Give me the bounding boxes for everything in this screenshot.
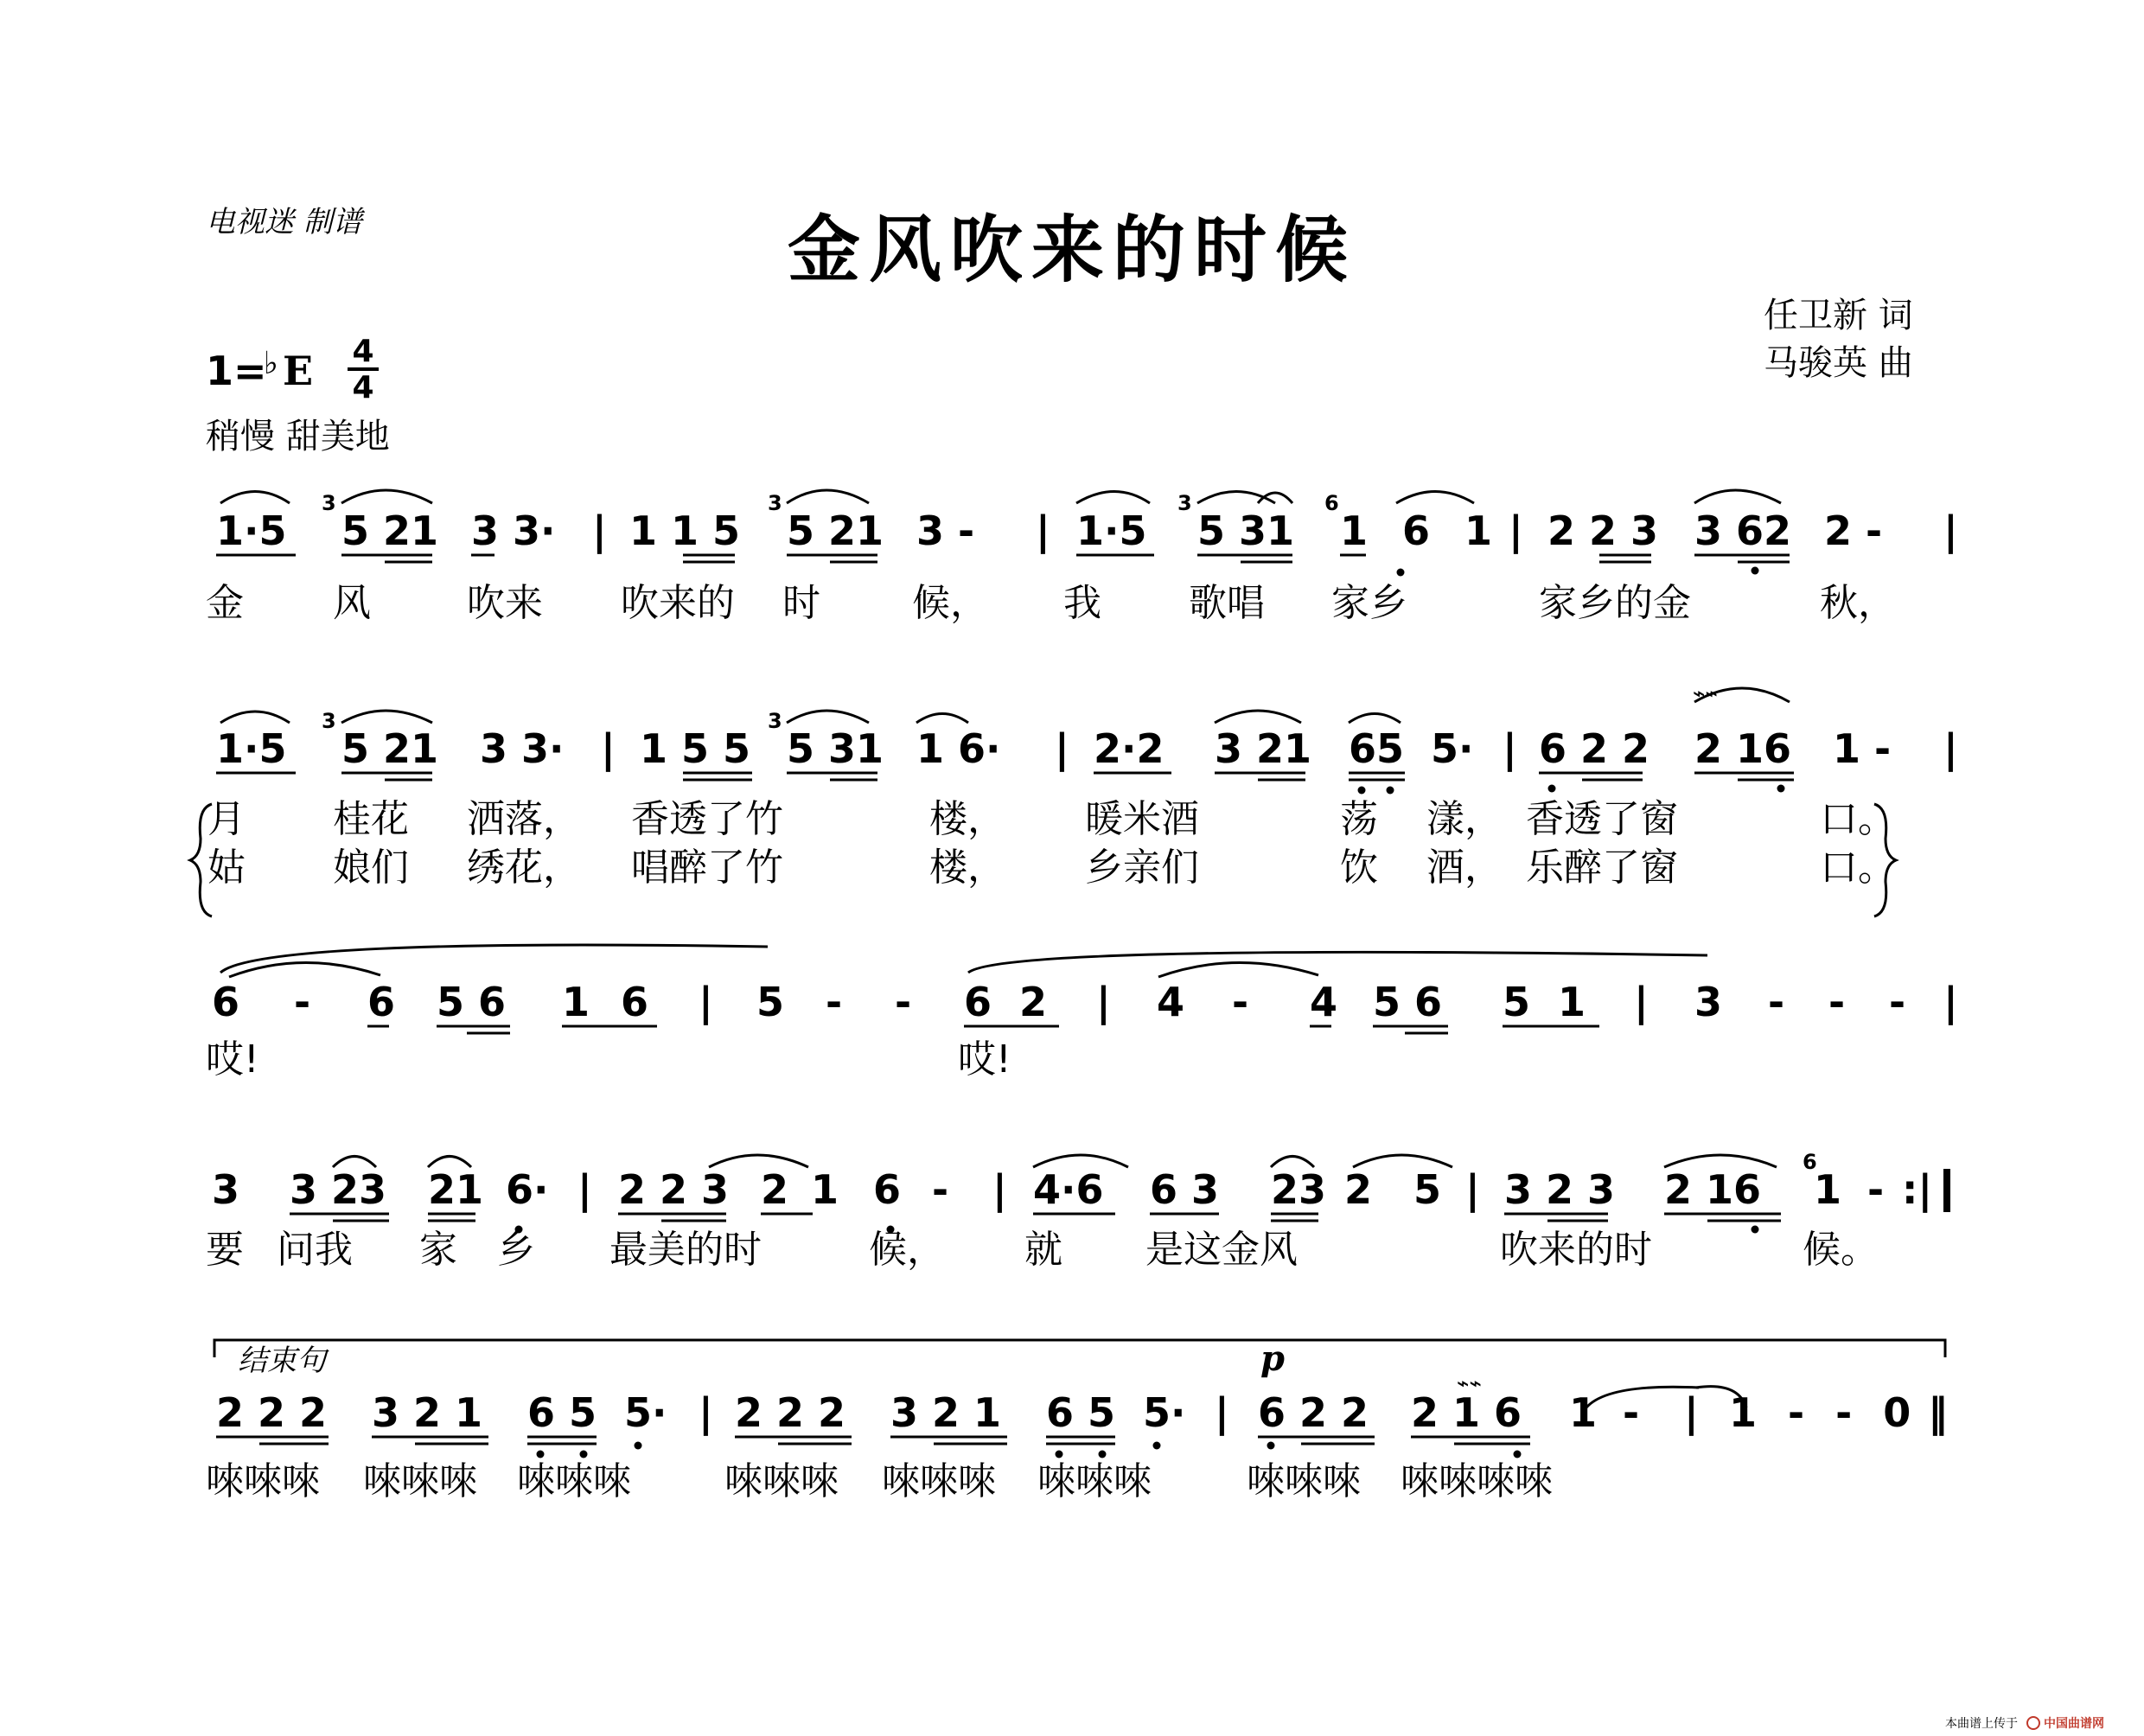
barline: | bbox=[1509, 507, 1523, 554]
note-group: 1·5 bbox=[1076, 507, 1147, 554]
svg-text:4: 4 bbox=[352, 334, 374, 369]
note-group: 5 21 bbox=[341, 725, 439, 772]
lyrics-line bbox=[206, 581, 1896, 625]
lyrics-line bbox=[206, 1037, 1011, 1082]
barline: | bbox=[992, 1166, 1007, 1213]
note-group: 5 31 bbox=[1197, 507, 1295, 554]
note-group: 3 3· bbox=[480, 725, 565, 772]
note-group: 5 21 bbox=[341, 507, 439, 554]
barline: | bbox=[699, 1389, 713, 1436]
svg-text:荡: 荡 bbox=[1340, 797, 1378, 841]
svg-text:候。: 候。 bbox=[1803, 1228, 1879, 1272]
trill-mark: ⌁⌁ bbox=[1693, 681, 1718, 705]
system-2 bbox=[190, 681, 1958, 916]
ending-bracket bbox=[214, 1340, 1945, 1357]
note-group: 1 6 bbox=[562, 979, 649, 1025]
svg-text:秋，: 秋， bbox=[1820, 581, 1896, 625]
note: 6 bbox=[212, 979, 240, 1025]
svg-text:是这金风: 是这金风 bbox=[1145, 1228, 1298, 1272]
note-group: 3 23 bbox=[290, 1166, 387, 1213]
barline: | bbox=[1036, 507, 1050, 554]
barline: | bbox=[699, 979, 713, 1025]
svg-text:中国曲谱网: 中国曲谱网 bbox=[2044, 1717, 2104, 1731]
note-group: 2·2 bbox=[1094, 725, 1165, 772]
time-signature bbox=[348, 334, 379, 405]
dash: - bbox=[294, 979, 311, 1025]
site-logo-icon bbox=[2027, 1717, 2039, 1729]
system-1 bbox=[206, 490, 1958, 625]
svg-text:酒，: 酒， bbox=[1426, 846, 1503, 890]
repeat-thick-bar bbox=[1943, 1169, 1950, 1212]
dash: - bbox=[1828, 979, 1846, 1025]
svg-text:香透了窗: 香透了窗 bbox=[1526, 797, 1678, 841]
note: 5· bbox=[624, 1389, 667, 1436]
note-group: 6 - bbox=[873, 1166, 949, 1213]
dash: - bbox=[1768, 979, 1785, 1025]
barline: | bbox=[601, 725, 616, 772]
note-group: 3 21 bbox=[1215, 725, 1312, 772]
svg-text:风: 风 bbox=[333, 581, 371, 625]
svg-text:乐醉了窗: 乐醉了窗 bbox=[1526, 846, 1678, 890]
lyrics-line bbox=[206, 1459, 1553, 1503]
svg-text:唻唻唻: 唻唻唻 bbox=[1247, 1459, 1361, 1503]
barline: | bbox=[1943, 725, 1958, 772]
maker-credit: 电视迷 制谱 bbox=[206, 205, 362, 239]
svg-text:候，: 候， bbox=[869, 1228, 945, 1272]
note-group: 2 1 6 bbox=[1411, 1389, 1522, 1436]
repeat-end-barline: :| bbox=[1902, 1166, 1933, 1213]
grace-note: 6 bbox=[1324, 491, 1339, 515]
note: 3 bbox=[1694, 979, 1723, 1025]
svg-text:最美的时: 最美的时 bbox=[609, 1228, 762, 1272]
svg-text:楼，: 楼， bbox=[929, 797, 1005, 841]
svg-text:候，: 候， bbox=[912, 581, 988, 625]
lyrics-line bbox=[206, 1228, 1879, 1272]
svg-text:本曲谱上传于: 本曲谱上传于 bbox=[1945, 1717, 2018, 1731]
footer-watermark bbox=[1945, 1716, 2104, 1731]
svg-text:唻唻唻: 唻唻唻 bbox=[1037, 1459, 1152, 1503]
svg-text:吹来的时: 吹来的时 bbox=[1500, 1228, 1652, 1272]
svg-text:饮: 饮 bbox=[1340, 846, 1378, 890]
svg-text:姑: 姑 bbox=[207, 846, 246, 890]
note-group: 1·5 bbox=[216, 725, 287, 772]
barline: | bbox=[1684, 1389, 1699, 1436]
note: 5· bbox=[1143, 1389, 1186, 1436]
svg-text:口。: 口。 bbox=[1820, 846, 1896, 890]
svg-text:我: 我 bbox=[1063, 581, 1101, 625]
note-group: 65 bbox=[1349, 725, 1405, 772]
note-group: 2 1 bbox=[761, 1166, 839, 1213]
note-group: 1 - bbox=[1833, 725, 1892, 772]
note-group: 1 - - 0 bbox=[1729, 1389, 1911, 1436]
lyricist-credit: 任卫新 词 bbox=[1764, 296, 1913, 335]
song-title: 金风吹来的时候 bbox=[787, 207, 1357, 292]
svg-text:乡亲们: 乡亲们 bbox=[1085, 846, 1199, 890]
note: 3 bbox=[212, 1166, 240, 1213]
note-group: 6 3 bbox=[1150, 1166, 1220, 1213]
note: 5 bbox=[1413, 1166, 1442, 1213]
note-group: 6 5 bbox=[527, 1389, 597, 1436]
note-group: 1 6· bbox=[916, 725, 1001, 772]
note-group: 5· bbox=[1431, 725, 1474, 772]
note-group: 2 - bbox=[1824, 507, 1883, 554]
note-group: 3 2 1 bbox=[372, 1389, 483, 1436]
key-signature bbox=[206, 346, 313, 394]
note-group: 6 2 2 bbox=[1258, 1389, 1369, 1436]
svg-text:家乡: 家乡 bbox=[1331, 581, 1407, 625]
svg-text:漾，: 漾， bbox=[1426, 797, 1503, 841]
note-group: 21 bbox=[428, 1166, 484, 1213]
barline: | bbox=[592, 507, 607, 554]
dash: - bbox=[1889, 979, 1906, 1025]
barline: | bbox=[1465, 1166, 1480, 1213]
note-group: 5 6 bbox=[437, 979, 507, 1025]
barline: | bbox=[1096, 979, 1111, 1025]
note-group: 5 31 bbox=[787, 725, 884, 772]
note-group: 2 16 bbox=[1664, 1166, 1762, 1213]
note-group: 2 2 3 bbox=[618, 1166, 730, 1213]
note-group: 3 2 1 bbox=[890, 1389, 1002, 1436]
note-group: 1 5 5 bbox=[640, 725, 751, 772]
grace-note: 6 bbox=[1803, 1150, 1817, 1174]
lyrics-verse-2 bbox=[207, 846, 1896, 890]
note-group: 5 21 bbox=[787, 507, 884, 554]
note-group: 3 3· bbox=[471, 507, 556, 554]
note: 6· bbox=[506, 1166, 549, 1213]
note-group: 2 2 3 bbox=[1547, 507, 1659, 554]
grace-note: 3 bbox=[322, 491, 336, 515]
svg-text:口。: 口。 bbox=[1820, 797, 1896, 841]
svg-text:乡: 乡 bbox=[497, 1228, 535, 1272]
note-group: 3 2 3 bbox=[1504, 1166, 1616, 1213]
note-group: 5 6 bbox=[1373, 979, 1443, 1025]
note-group: 1 1 5 bbox=[629, 507, 741, 554]
note-group: 1·5 bbox=[216, 507, 287, 554]
note-group: 2 16 bbox=[1694, 725, 1792, 772]
note-group: 2 2 2 bbox=[735, 1389, 846, 1436]
svg-text:唻唻唻: 唻唻唻 bbox=[517, 1459, 631, 1503]
note-group: 2 2 2 bbox=[216, 1389, 328, 1436]
system-4 bbox=[206, 1150, 1950, 1272]
svg-text:要: 要 bbox=[206, 1228, 244, 1272]
svg-text:吹来: 吹来 bbox=[467, 581, 543, 625]
note-group: 1 - bbox=[1814, 1166, 1885, 1213]
note-group: 1 6 1 bbox=[1340, 507, 1493, 554]
barline: | bbox=[1215, 1389, 1229, 1436]
svg-text:♭: ♭ bbox=[264, 346, 278, 381]
grace-note: 3 bbox=[1177, 491, 1192, 515]
note-group: 4·6 bbox=[1033, 1166, 1104, 1213]
svg-text:楼，: 楼， bbox=[929, 846, 1005, 890]
composer-credit: 马骏英 曲 bbox=[1764, 343, 1913, 383]
barline: | bbox=[577, 1166, 592, 1213]
svg-text:唻唻唻: 唻唻唻 bbox=[724, 1459, 839, 1503]
svg-text:时: 时 bbox=[782, 581, 820, 625]
svg-text:4: 4 bbox=[352, 370, 374, 405]
svg-text:吹来的: 吹来的 bbox=[621, 581, 735, 625]
note: 6 bbox=[367, 979, 396, 1025]
svg-text:家: 家 bbox=[419, 1228, 457, 1272]
note-group: 5 1 bbox=[1503, 979, 1586, 1025]
barline: | bbox=[1634, 979, 1649, 1025]
svg-text:绣花，: 绣花， bbox=[467, 846, 581, 890]
tempo-marking: 稍慢 甜美地 bbox=[206, 417, 390, 456]
system-5-ending bbox=[206, 1338, 1948, 1503]
dash: - bbox=[826, 979, 843, 1025]
svg-text:桂花: 桂花 bbox=[333, 797, 409, 841]
svg-text:家乡的金: 家乡的金 bbox=[1539, 581, 1691, 625]
grace-note: 3 bbox=[768, 491, 782, 515]
dash: - bbox=[1232, 979, 1249, 1025]
final-barline: ‖ bbox=[1928, 1389, 1948, 1436]
svg-text:唱醉了竹: 唱醉了竹 bbox=[631, 846, 783, 890]
barline: | bbox=[1943, 979, 1958, 1025]
barline: | bbox=[1943, 507, 1958, 554]
dynamic-piano: p bbox=[1260, 1338, 1285, 1379]
svg-text:唻唻唻唻: 唻唻唻唻 bbox=[1401, 1459, 1553, 1503]
note-group: 6 2 2 bbox=[1539, 725, 1650, 772]
svg-text:1=: 1= bbox=[206, 348, 267, 394]
note-group: 23 bbox=[1271, 1166, 1327, 1213]
barline: | bbox=[1055, 725, 1069, 772]
note-group: 1 - bbox=[1569, 1389, 1640, 1436]
note-group: 6 2 bbox=[964, 979, 1048, 1025]
svg-text:E: E bbox=[283, 348, 314, 394]
svg-text:月: 月 bbox=[207, 797, 246, 841]
dash: - bbox=[895, 979, 912, 1025]
note-group: 6 5 bbox=[1046, 1389, 1116, 1436]
svg-text:就: 就 bbox=[1024, 1228, 1062, 1272]
svg-text:娘们: 娘们 bbox=[333, 846, 409, 890]
note: 4 bbox=[1310, 979, 1338, 1025]
note-group: 3 62 bbox=[1694, 507, 1792, 554]
grace-note: 3 bbox=[768, 709, 782, 733]
svg-text:金: 金 bbox=[206, 581, 244, 625]
system-3 bbox=[206, 945, 1958, 1082]
svg-text:洒落，: 洒落， bbox=[467, 797, 581, 841]
lyrics-verse-1 bbox=[207, 797, 1896, 841]
note: 4 bbox=[1157, 979, 1185, 1025]
trill-mark: ⌁⌁ bbox=[1457, 1371, 1482, 1395]
note-group: 3 - bbox=[916, 507, 975, 554]
svg-text:哎!: 哎! bbox=[958, 1037, 1011, 1082]
ending-label: 结束句 bbox=[238, 1343, 326, 1378]
barline: | bbox=[1503, 725, 1517, 772]
grace-note: 3 bbox=[322, 709, 336, 733]
svg-text:暖米酒: 暖米酒 bbox=[1085, 797, 1199, 841]
svg-text:唻唻唻: 唻唻唻 bbox=[363, 1459, 477, 1503]
svg-text:问我: 问我 bbox=[277, 1228, 353, 1272]
svg-text:唻唻唻: 唻唻唻 bbox=[206, 1459, 320, 1503]
note: 2 bbox=[1344, 1166, 1373, 1213]
svg-text:香透了竹: 香透了竹 bbox=[631, 797, 783, 841]
svg-text:哎!: 哎! bbox=[206, 1037, 259, 1082]
note: 5 bbox=[756, 979, 785, 1025]
svg-text:唻唻唻: 唻唻唻 bbox=[882, 1459, 996, 1503]
svg-text:歌唱: 歌唱 bbox=[1189, 581, 1265, 625]
